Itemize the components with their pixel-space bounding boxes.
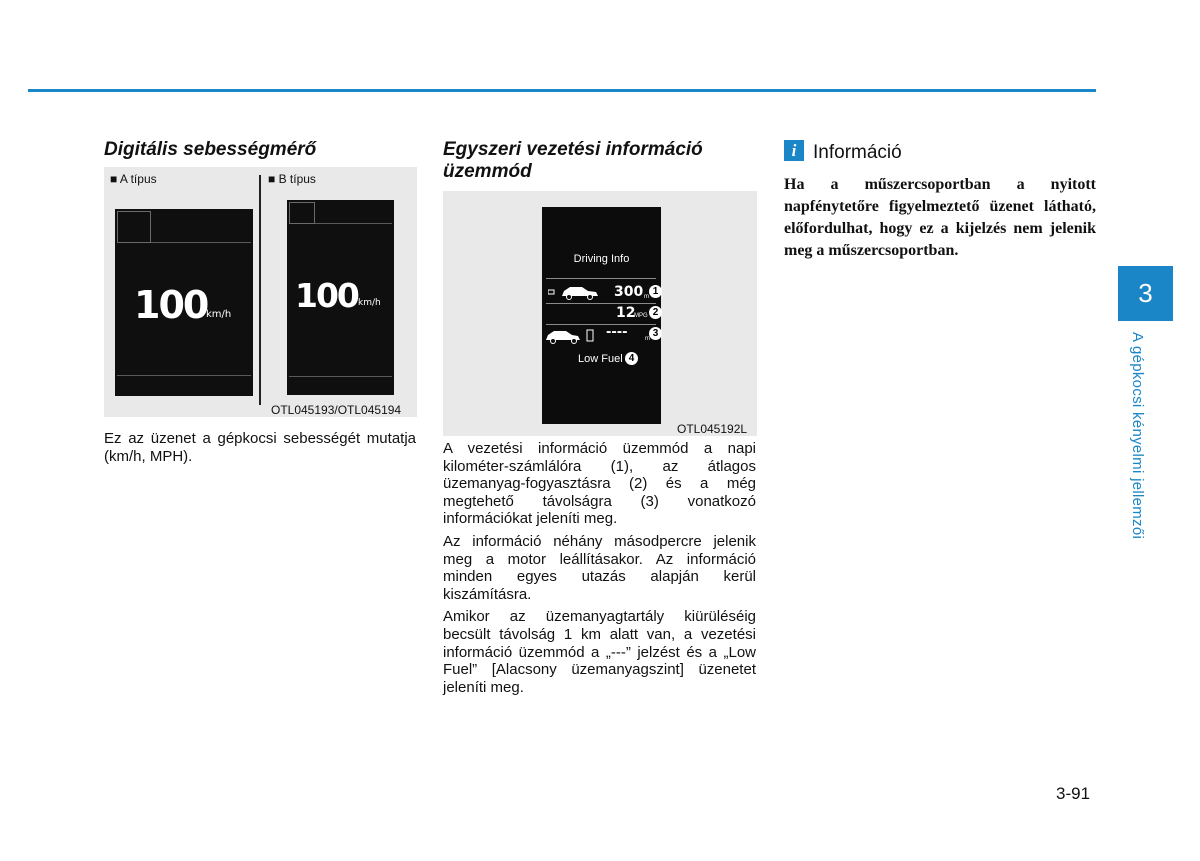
type-a-label: ■ A típus (110, 172, 157, 186)
section-title-trip-info-line1: Egyszeri vezetési információ (443, 139, 703, 160)
section2-paragraph-2: Az információ néhány másodpercre jelenik meg a motor leállításakor. Az információ minden egyes utazás alapján kerül kiszámításra. (443, 532, 756, 603)
section-title-trip-info-line2: üzemmód (443, 161, 532, 182)
chapter-title: A gépkocsi kényelmi jellemzői (1129, 332, 1146, 540)
info-icon: i (784, 140, 804, 161)
type-b-label: ■ B típus (268, 172, 316, 186)
info-text: Ha a műszercsoportban a nyitott napfénytetőre figyelmeztető üzenet látható, előfordulhat, hogy ez a kijelzés nem jelenik meg a műszercsoportban. (784, 176, 1096, 259)
trip-distance-value: 300 (614, 284, 644, 300)
marker-1: 1 (649, 285, 662, 298)
section2-paragraph-3: Amikor az üzemanyagtartály kiürüléséig becsült távolság 1 km alatt van, a vezetési információ üzemmód a „---” jelzést és a „Low Fuel” [Alacsony üzemanyagszint] üzenetet jeleníti meg. (443, 608, 756, 696)
low-fuel-label: Low Fuel (578, 353, 623, 365)
section-title-digital-speedometer: Digitális sebességmérő (104, 139, 317, 160)
driving-info-separator (546, 324, 656, 325)
range-unit: m (645, 336, 650, 342)
figure-code-2: OTL045192L (677, 422, 748, 436)
marker-2: 2 (649, 306, 662, 319)
section2-body (443, 440, 756, 701)
avg-fuel-unit: MPG (634, 313, 648, 319)
page-number: 3-91 (1056, 784, 1091, 803)
display-bottom-line (117, 375, 251, 376)
display-top-line (151, 242, 251, 243)
speed-unit-a: km/h (206, 309, 232, 320)
marker-4: 4 (625, 352, 638, 365)
display-corner-box (117, 211, 151, 243)
marker-3: 3 (649, 327, 662, 340)
top-rule (28, 89, 1096, 92)
figure-divider (259, 175, 261, 405)
figure-code-1: OTL045193/OTL045194 (271, 403, 402, 417)
speed-value-a: 100 (134, 283, 208, 327)
car-range-icon (544, 328, 598, 344)
section2-paragraph-1: A vezetési információ üzemmód a napi kilométer-számlálóra (1), az átlagos üzemanyag-fogyasztásra (2) és a még megtehető távolságra (3) vonatkozó információkat jeleníti meg. (443, 440, 756, 528)
speed-unit-b: km/h (358, 298, 381, 308)
driving-info-separator (546, 278, 656, 279)
avg-fuel-value: 12 (616, 305, 636, 321)
driving-info-separator (546, 303, 656, 304)
info-title: Információ (813, 142, 902, 163)
chapter-tab: 3 (1118, 266, 1173, 321)
section1-body (104, 430, 416, 470)
display-corner-box (289, 202, 315, 224)
display-top-line (315, 223, 392, 224)
driving-info-title: Driving Info (573, 253, 630, 265)
range-value: ---- (606, 325, 628, 340)
display-bottom-line (289, 376, 392, 377)
car-icon (548, 284, 602, 300)
trip-distance-unit: m (644, 294, 649, 300)
speed-value-b: 100 (295, 276, 358, 315)
section1-paragraph: Ez az üzenet a gépkocsi sebességét mutatja (km/h, MPH). (104, 430, 416, 465)
